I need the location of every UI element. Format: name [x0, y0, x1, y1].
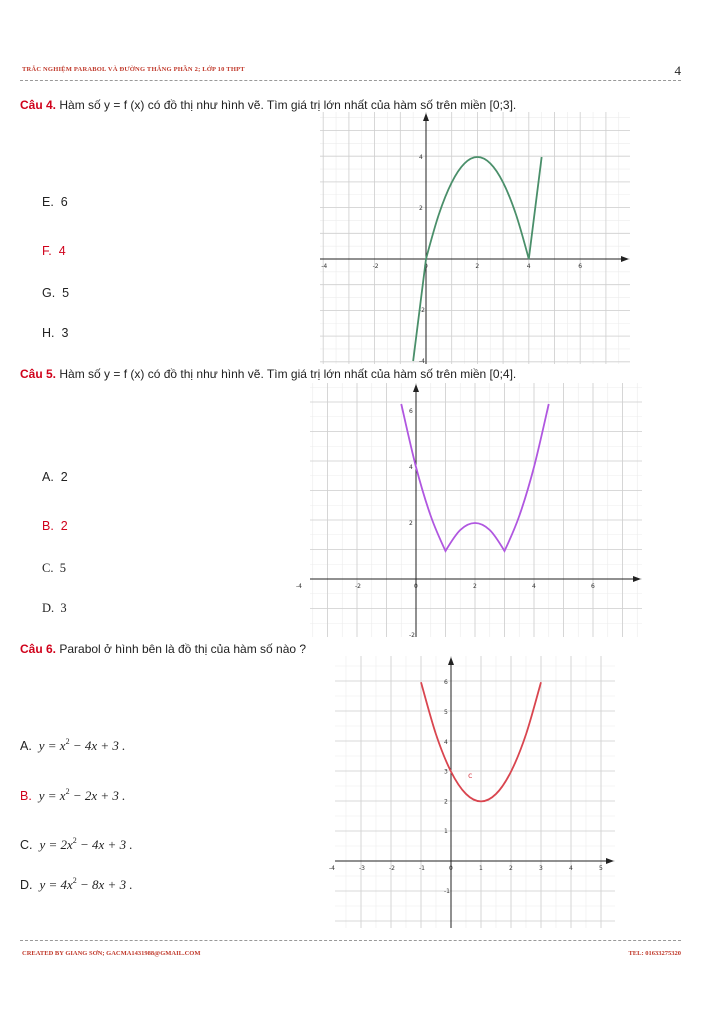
- option-c[interactable]: C. 5: [42, 561, 66, 575]
- x-tick-label: -1: [419, 865, 425, 872]
- y-tick-label: -1: [444, 887, 450, 895]
- x-tick-label: 0: [449, 865, 453, 872]
- y-tick-label: 4: [409, 464, 413, 471]
- footer-right: TEL: 01633275320: [628, 950, 681, 957]
- x-tick-label: 4: [526, 263, 531, 270]
- x-tick-label: 4: [532, 583, 536, 590]
- x-tick-label: 4: [569, 865, 573, 872]
- question-6: [20, 642, 306, 656]
- x-tick-label: -2: [389, 865, 395, 872]
- x-tick-label: -2: [355, 583, 361, 590]
- y-tick-label: 5: [444, 709, 448, 716]
- graph-question-4: [320, 112, 630, 364]
- x-tick-label: 0: [424, 263, 428, 270]
- option-e[interactable]: E. 6: [42, 195, 68, 209]
- curve-label: c: [468, 771, 473, 780]
- y-tick-label: 2: [419, 205, 423, 212]
- x-tick-label: 6: [578, 263, 583, 270]
- y-axis-arrow: [413, 384, 419, 392]
- option-c[interactable]: C. $y = 2x^2 - 4x + 3$ .: [20, 836, 133, 852]
- option-f[interactable]: F. 4: [42, 244, 66, 258]
- option-b[interactable]: B. $y = x^2 - 2x + 3$ .: [20, 787, 126, 803]
- question-text: Hàm số y = f (x) có đồ thị như hình vẽ. Tìm giá trị lớn nhất của hàm số trên miền [0;4].: [59, 367, 517, 381]
- x-tick-label: 2: [509, 865, 513, 872]
- x-axis-arrow: [621, 256, 629, 262]
- y-axis-arrow: [423, 113, 429, 121]
- x-tick-label: -4: [329, 865, 335, 872]
- x-tick-label: 2: [475, 263, 480, 270]
- x-tick-label: -4: [321, 263, 328, 270]
- y-tick-label: -2: [419, 307, 425, 314]
- x-tick-label: 0: [414, 583, 418, 590]
- question-label: Câu 4.: [20, 98, 57, 112]
- y-tick-label: 2: [409, 520, 413, 527]
- x-tick-label: 1: [479, 865, 483, 872]
- y-tick-label: 4: [444, 738, 448, 746]
- option-d[interactable]: D. 3: [42, 601, 67, 615]
- y-tick-label: 6: [444, 679, 448, 687]
- x-tick-label: 3: [539, 865, 543, 872]
- y-tick-label: 6: [409, 408, 413, 415]
- y-tick-label: 2: [444, 798, 448, 806]
- question-label: Câu 5.: [20, 367, 57, 381]
- graph-question-6: [329, 656, 615, 928]
- y-tick-label: 4: [419, 154, 423, 161]
- y-tick-label: -2: [409, 632, 415, 639]
- y-tick-label: 3: [444, 768, 448, 776]
- option-g[interactable]: G. 5: [42, 286, 70, 300]
- header-title: TRẮC NGHIỆM PARABOL VÀ ĐƯỜNG THẲNG PHẦN 2; LỚP 10 THPT: [22, 66, 245, 73]
- x-tick-label: 2: [473, 583, 477, 590]
- x-tick-label: -2: [372, 263, 379, 270]
- option-h[interactable]: H. 3: [42, 326, 69, 340]
- question-5: [20, 367, 516, 381]
- question-text: Hàm số y = f (x) có đồ thị như hình vẽ. Tìm giá trị lớn nhất của hàm số trên miền [0;3].: [59, 98, 517, 112]
- footer-left: CREATED BY GIANG SƠN; GACMA1431988@GMAIL.COM: [22, 950, 201, 957]
- option-b[interactable]: B. 2: [42, 519, 68, 533]
- header-divider: [20, 80, 681, 81]
- x-tick-label: 6: [591, 583, 595, 590]
- y-tick-label: -4: [419, 358, 425, 365]
- option-a[interactable]: A. 2: [42, 470, 68, 484]
- y-tick-label: 1: [444, 828, 448, 836]
- question-label: Câu 6.: [20, 642, 57, 656]
- footer-divider: [20, 940, 681, 941]
- graph-question-5: [296, 383, 642, 639]
- question-text: Parabol ở hình bên là đồ thị của hàm số nào ?: [59, 642, 307, 656]
- x-tick-label: -3: [359, 865, 365, 872]
- x-axis-arrow: [606, 858, 614, 864]
- option-a[interactable]: A. $y = x^2 - 4x + 3$ .: [20, 737, 126, 753]
- x-tick-label: -4: [296, 583, 302, 590]
- question-4: [20, 98, 516, 112]
- y-axis-arrow: [448, 657, 454, 665]
- page-number: 4: [674, 63, 681, 78]
- option-d[interactable]: D. $y = 4x^2 - 8x + 3$ .: [20, 876, 133, 892]
- x-tick-label: 5: [599, 865, 603, 872]
